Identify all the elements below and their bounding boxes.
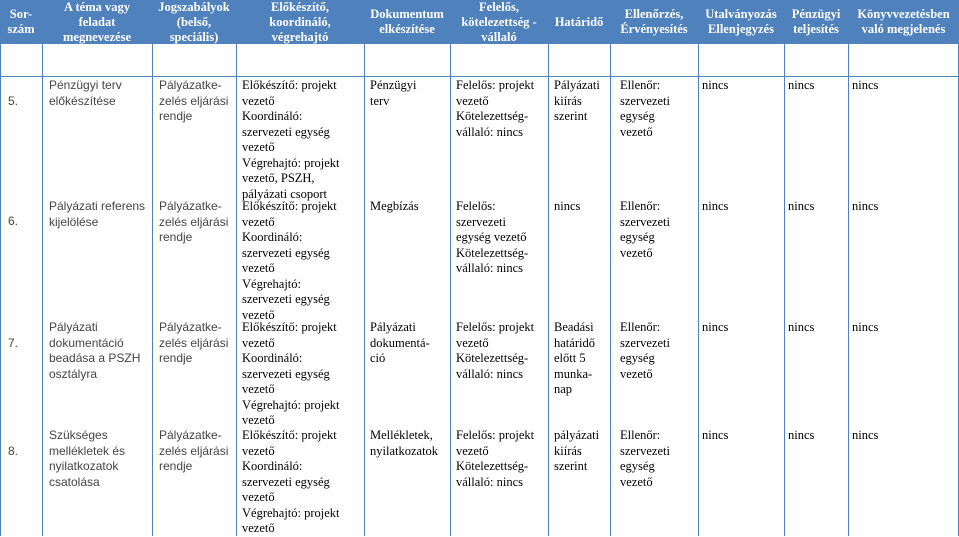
row-law: Pályázatke- zelés eljárási rendje: [159, 320, 229, 365]
row-number: 6.: [8, 214, 19, 228]
col-divider: [450, 44, 451, 536]
row-bookkeeping: nincs: [852, 199, 879, 213]
row-number: 8.: [8, 444, 19, 458]
row-roles: Előkészítő: projekt vezető Koordináló: szervezeti egység vezető Végrehajtó: projekt vezető: [242, 428, 340, 535]
header-law: Jogszabályok (belső, speciális): [158, 0, 230, 44]
row-roles: Előkészítő: projekt vezető Koordináló: szervezeti egység vezető Végrehajtó: projekt vezető: [242, 320, 340, 427]
row-bookkeeping: nincs: [852, 428, 879, 442]
col-divider: [848, 44, 849, 536]
col-divider: [784, 44, 785, 536]
row-deadline: pályázati kiírás szerint: [554, 428, 600, 473]
row-deadline: Beadási határidő előtt 5 munka- nap: [554, 320, 595, 396]
row-financial: nincs: [788, 320, 815, 334]
col-divider: [364, 44, 365, 536]
row-deadline: Pályázati kiírás szerint: [554, 78, 600, 123]
header-check: Ellenőrzés, Érvényesítés: [620, 7, 688, 36]
header-responsible: Felelős, kötelezettség - vállaló: [461, 0, 537, 44]
row-responsible: Felelős: projekt vezető Kötelezettség- vállaló: nincs: [456, 78, 535, 139]
col-divider: [42, 44, 43, 536]
row-law: Pályázatke- zelés eljárási rendje: [159, 78, 229, 123]
header-voucher: Utalványozás Ellenjegyzés: [705, 7, 777, 36]
header-bookkeeping: Könyvvezetésben való megjelenés: [857, 7, 950, 36]
header-deadline: Határidő: [554, 14, 604, 29]
row-check: Ellenőr: szervezeti egység vezető: [620, 428, 670, 489]
row-responsible: Felelős: projekt vezető Kötelezettség- vállaló: nincs: [456, 320, 535, 381]
header-document: Dokumentum elkészítése: [370, 7, 444, 36]
table-header: [0, 0, 959, 44]
row-roles: Előkészítő: projekt vezető Koordináló: szervezeti egység vezető Végrehajtó: projekt vezető, PSZH, pályázati csoport: [242, 78, 340, 201]
row-divider: [0, 76, 959, 77]
col-divider: [698, 44, 699, 536]
col-divider: [236, 44, 237, 536]
row-responsible: Felelős: szervezeti egység vezető Kötelezettség- vállaló: nincs: [456, 199, 529, 275]
row-check: Ellenőr: szervezeti egység vezető: [620, 199, 670, 260]
header-financial: Pénzügyi teljesítés: [791, 7, 841, 36]
row-bookkeeping: nincs: [852, 320, 879, 334]
row-financial: nincs: [788, 428, 815, 442]
row-topic: Pénzügyi terv előkészítése: [49, 78, 122, 108]
row-document: Pénzügyi terv: [370, 78, 417, 108]
row-bookkeeping: nincs: [852, 78, 879, 92]
row-voucher: nincs: [702, 428, 729, 442]
col-divider: [548, 44, 549, 536]
row-responsible: Felelős: projekt vezető Kötelezettség- vállaló: nincs: [456, 428, 535, 489]
header-roles: Előkészítő, koordináló, végrehajtó: [269, 0, 331, 44]
col-divider: [610, 44, 611, 536]
row-document: Megbízás: [370, 199, 419, 213]
row-voucher: nincs: [702, 199, 729, 213]
row-voucher: nincs: [702, 320, 729, 334]
row-topic: Pályázati referens kijelölése: [49, 199, 146, 229]
col-divider: [0, 44, 1, 536]
row-law: Pályázatke- zelés eljárási rendje: [159, 428, 229, 473]
row-financial: nincs: [788, 78, 815, 92]
header-topic: A téma vagy feladat megnevezése: [62, 0, 132, 44]
row-check: Ellenőr: szervezeti egység vezető: [620, 320, 670, 381]
header-sorszam: Sor- szám: [7, 7, 35, 36]
row-voucher: nincs: [702, 78, 729, 92]
row-topic: Szükséges mellékletek és nyilatkozatok csatolása: [49, 428, 126, 489]
row-roles: Előkészítő: projekt vezető Koordináló: szervezeti egység vezető Végrehajtó: szervezeti egység vezető: [242, 199, 337, 322]
col-divider: [152, 44, 153, 536]
row-number: 7.: [8, 336, 19, 350]
row-law: Pályázatke- zelés eljárási rendje: [159, 199, 229, 244]
row-topic: Pályázati dokumentáció beadása a PSZH osztályra: [49, 320, 141, 381]
row-financial: nincs: [788, 199, 815, 213]
row-deadline: nincs: [554, 199, 581, 213]
row-document: Mellékletek, nyilatkozatok: [370, 428, 439, 458]
row-check: Ellenőr: szervezeti egység vezető: [620, 78, 670, 139]
row-number: 5.: [8, 94, 19, 108]
row-document: Pályázati dokumentá- ció: [370, 320, 430, 365]
